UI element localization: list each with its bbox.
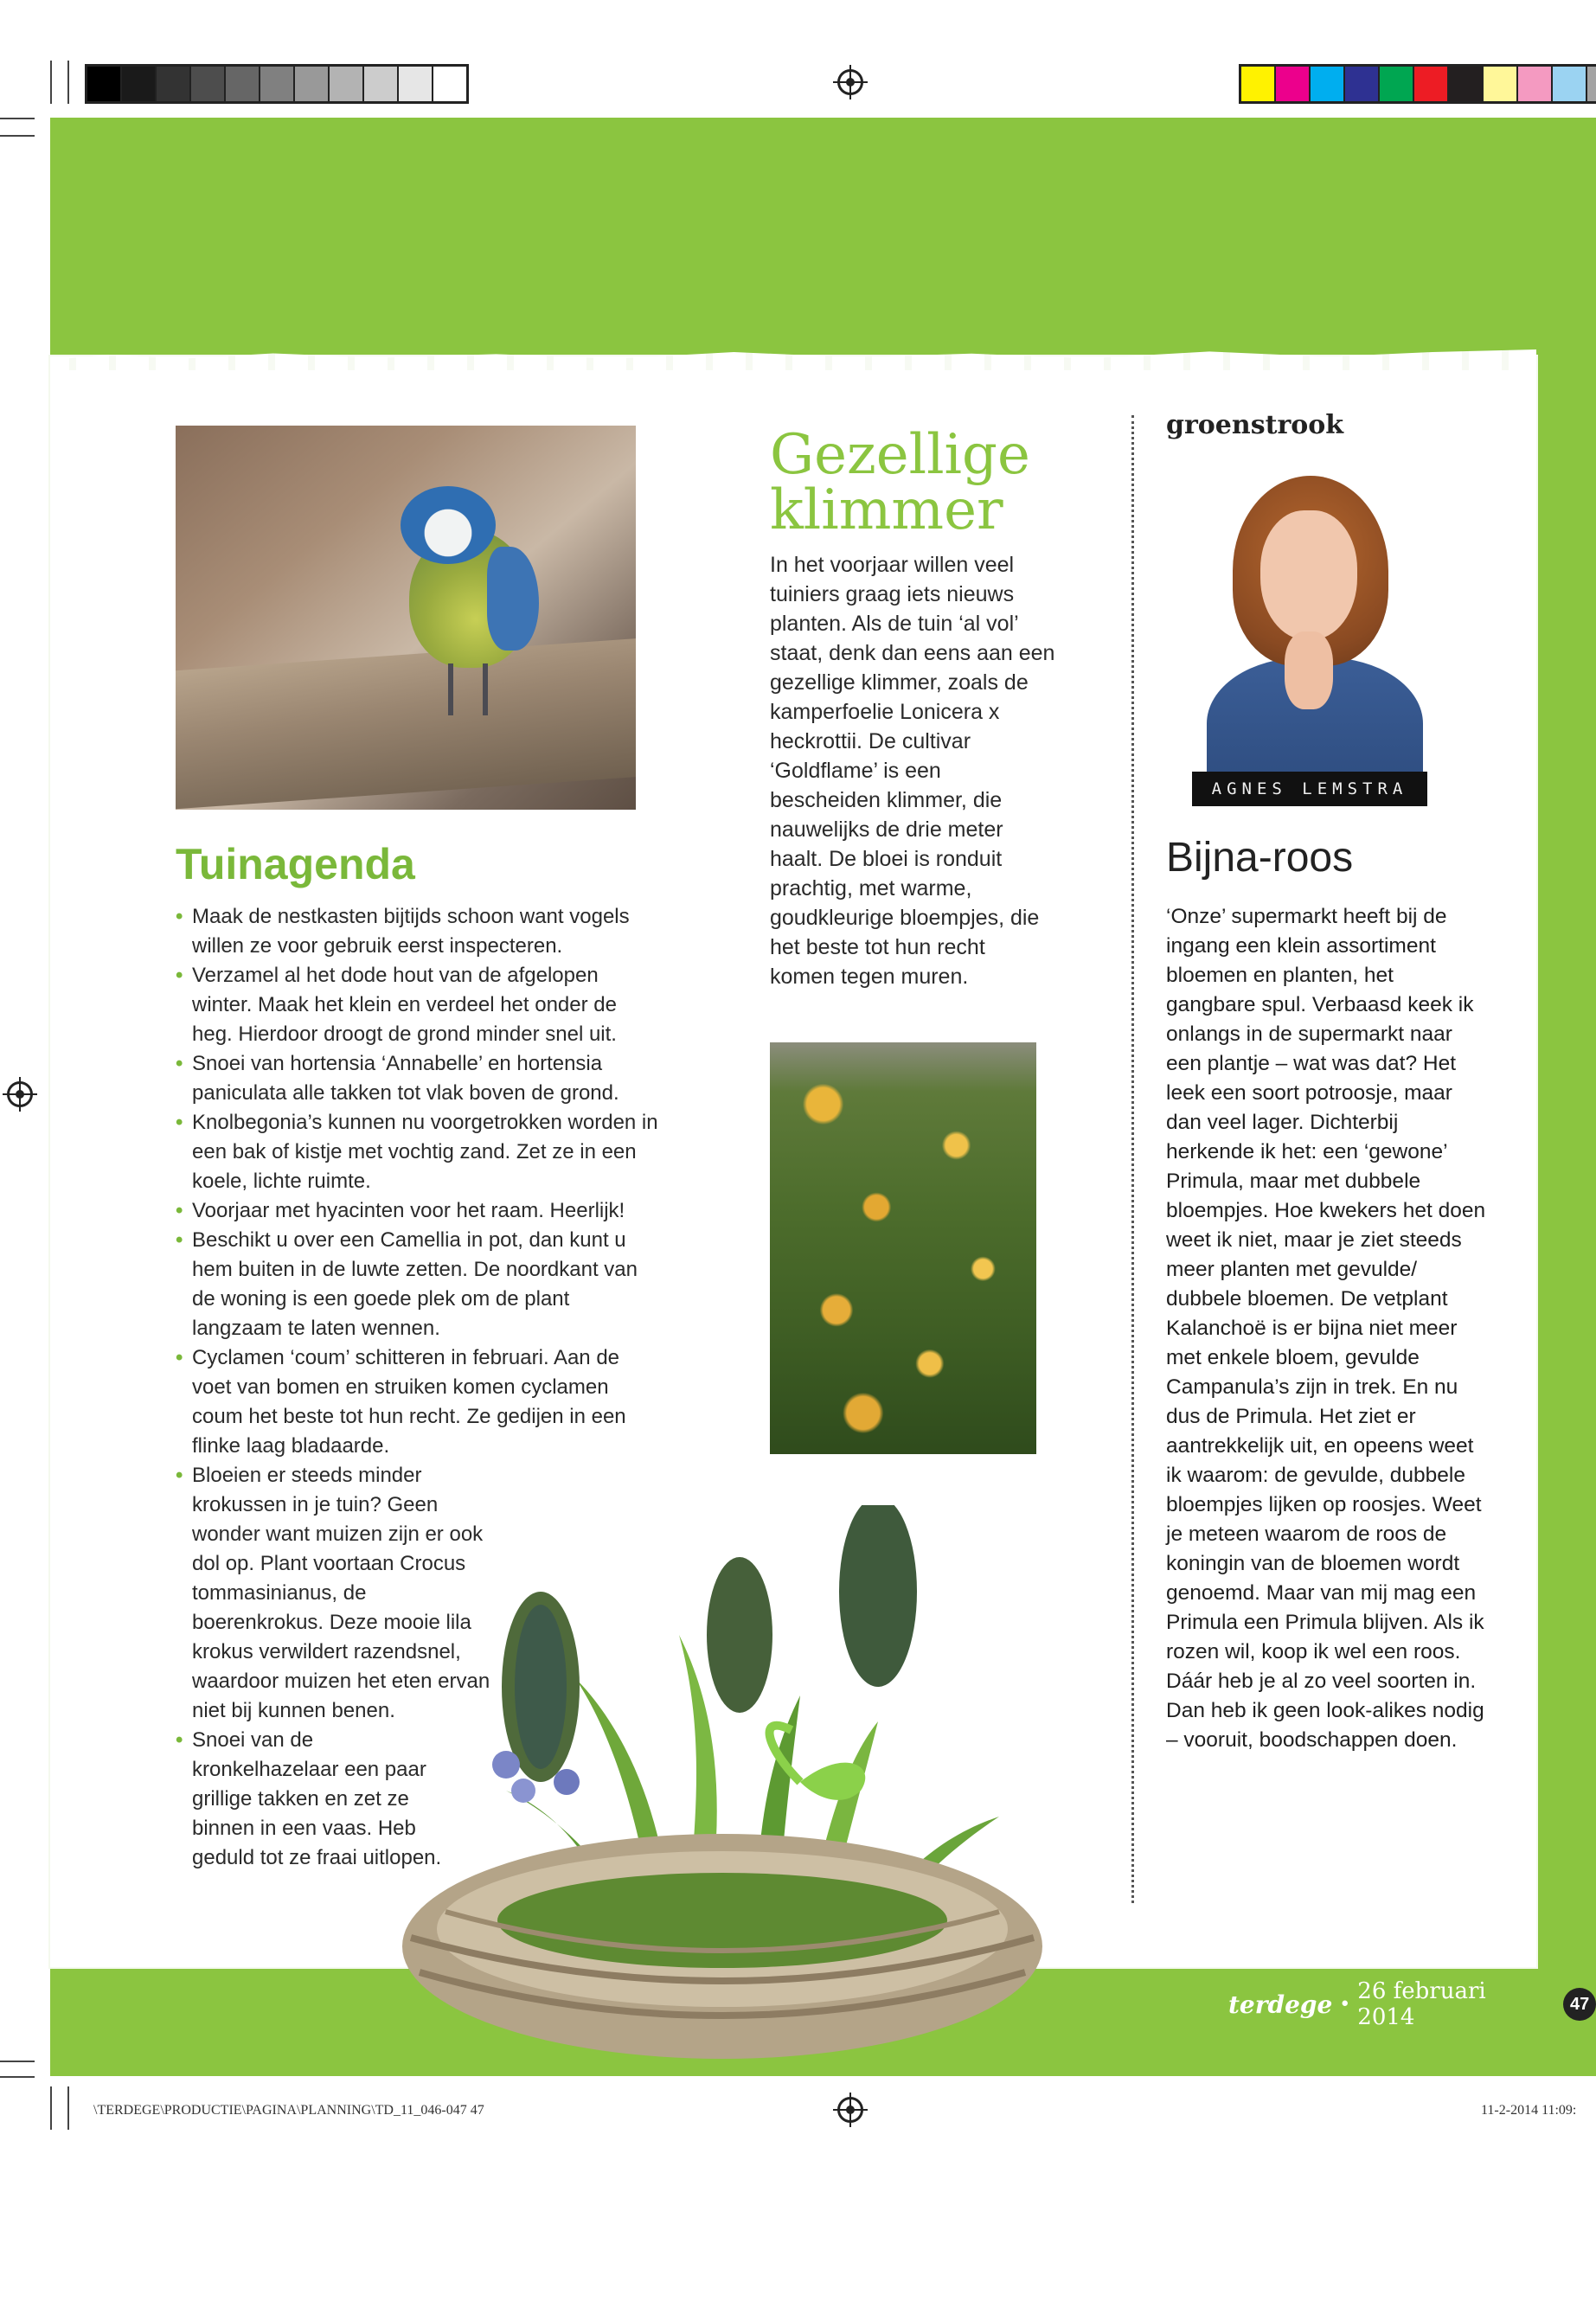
bird-photo (176, 426, 636, 810)
list-item: • Beschikt u over een Camellia in pot, dan kunt u hem buiten in de luwte zetten. De noordkant van de woning is een goede plek om de plant langzaam te laten wennen. (176, 1226, 660, 1343)
color-swatch (1518, 67, 1553, 101)
registration-mark-icon (837, 69, 863, 95)
list-item: • Knolbegonia’s kunnen nu voorgetrokken worden in een bak of kistje met vochtig zand. Zet ze in een koele, lichte ruimte. (176, 1108, 660, 1196)
magazine-logo: terdege (1228, 1990, 1333, 2019)
crop-mark (67, 61, 69, 104)
list-item: • Snoei van hortensia ‘Annabelle’ en hortensia paniculata alle takken tot vlak boven de grond. (176, 1049, 660, 1108)
green-side-band (1528, 346, 1596, 1964)
author-portrait (1198, 467, 1423, 796)
list-item: • Bloeien er steeds minder krokussen in je tuin? Geen wonder want muizen zijn er ook dol op. Plant voortaan Crocus tommasinianus, de boerenkrokus. Deze mooie lila krokus verwildert razendsnel, waardoor muizen het eten ervan niet bij kunnen benen. (176, 1461, 503, 1726)
color-swatch (1484, 67, 1518, 101)
bijna-roos-headline: Bijna-roos (1166, 835, 1354, 881)
page-number-badge: 47 (1563, 1988, 1596, 2021)
color-swatch (1553, 67, 1587, 101)
color-swatch (1414, 67, 1449, 101)
green-header-band (50, 118, 1596, 360)
color-swatch (1587, 67, 1596, 101)
print-timestamp-slug: 11-2-2014 11:09: (1481, 2103, 1577, 2118)
crop-mark (0, 118, 35, 119)
page-footer (1228, 1978, 1596, 2030)
crop-mark (0, 2061, 35, 2062)
file-path-slug: \TERDEGE\PRODUCTIE\PAGINA\PLANNING\TD_11_046-047 47 (93, 2103, 484, 2118)
list-item: • Snoei van de kronkelhazelaar een paar grillige takken en zet ze binnen in een vaas. Heb geduld tot ze fraai uitlopen. (176, 1726, 460, 1873)
color-swatch (1241, 67, 1276, 101)
color-swatch (87, 67, 122, 101)
author-name-tag: AGNES LEMSTRA (1192, 772, 1427, 806)
color-swatch (433, 67, 466, 101)
klimmer-headline: Gezellige klimmer (770, 423, 1030, 542)
honeysuckle-photo (770, 1042, 1036, 1454)
process-color-bar (1239, 64, 1596, 104)
color-swatch (260, 67, 295, 101)
color-swatch (1311, 67, 1345, 101)
color-swatch (1276, 67, 1311, 101)
color-swatch (330, 67, 364, 101)
crop-mark (0, 135, 35, 137)
color-swatch (122, 67, 157, 101)
color-swatch (1345, 67, 1380, 101)
crop-mark (0, 2076, 35, 2078)
registration-mark-icon (837, 2097, 863, 2123)
color-swatch (226, 67, 260, 101)
column-divider (1131, 415, 1134, 1903)
klimmer-body: In het voorjaar willen veel tuiniers graag iets nieuws planten. Als de tuin ‘al vol’ staat, denk dan eens aan een gezellige klimmer, zoals de kamperfoelie Lonicera x heckrottii. De cultivar ‘Goldflame’ is een bescheiden klimmer, die nauwelijks de drie meter haalt. De bloei is ronduit prachtig, met warme, goudkleurige bloempjes, die het beste tot hun recht komen tegen muren. (770, 553, 1055, 989)
list-item: • Voorjaar met hyacinten voor het raam. Heerlijk! (176, 1196, 660, 1226)
color-swatch (1380, 67, 1414, 101)
footer-separator: • (1339, 1993, 1351, 2016)
color-swatch (157, 67, 191, 101)
gray-color-bar (85, 64, 469, 104)
crop-mark (50, 2086, 52, 2130)
crop-mark (67, 2086, 69, 2130)
color-swatch (364, 67, 399, 101)
list-item: • Maak de nestkasten bijtijds schoon want vogels willen ze voor gebruik eerst inspecteren. (176, 902, 660, 961)
column-label: groenstrook (1166, 410, 1344, 440)
color-swatch (399, 67, 433, 101)
color-swatch (295, 67, 330, 101)
list-item: • Verzamel al het dode hout van de afgelopen winter. Maak het klein en verdeel het onder de heg. Hierdoor droogt de grond minder snel uit. (176, 961, 660, 1049)
tuinagenda-headline: Tuinagenda (176, 840, 415, 888)
color-swatch (1449, 67, 1484, 101)
issue-date: 26 februari 2014 (1357, 1978, 1486, 2030)
hyacinth-basket-illustration (394, 1505, 1112, 2076)
list-item: • Cyclamen ‘coum’ schitteren in februari. Aan de voet van bomen en struiken komen cyclamen coum het beste tot hun recht. Ze gedijen in een flinke laag bladaarde. (176, 1343, 660, 1461)
crop-mark (50, 61, 52, 104)
bijna-roos-body: ‘Onze’ supermarkt heeft bij de ingang een klein assortiment bloemen en planten, het gangbare spul. Verbaasd keek ik onlangs in de supermarkt naar een plantje – wat was dat? Het leek een soort potroosje, maar dan veel lager. Dichterbij herkende ik het: een ‘gewone’ Primula, maar met dubbele bloempjes. Hoe kwekers het doen weet ik niet, maar je ziet steeds meer planten met gevulde/ dubbele bloemen. De vetplant Kalanchoë is er bijna niet meer met enkele bloem, gevulde Campanula’s zijn in trek. En nu dus de Primula. Het ziet er aantrekkelijk uit, en opeens weet ik waarom: de gevulde, dubbele bloempjes lijken op roosjes. Weet je meteen waarom de roos de koningin van de bloemen wordt genoemd. Maar van mij mag een Primula een Primula blijven. Als ik rozen wil, koop ik wel een roos. Dáár heb je al zo veel soorten in. Dan heb ik geen look-alikes nodig – vooruit, boodschappen doen. (1166, 905, 1486, 1752)
color-swatch (191, 67, 226, 101)
registration-mark-icon (7, 1081, 33, 1107)
